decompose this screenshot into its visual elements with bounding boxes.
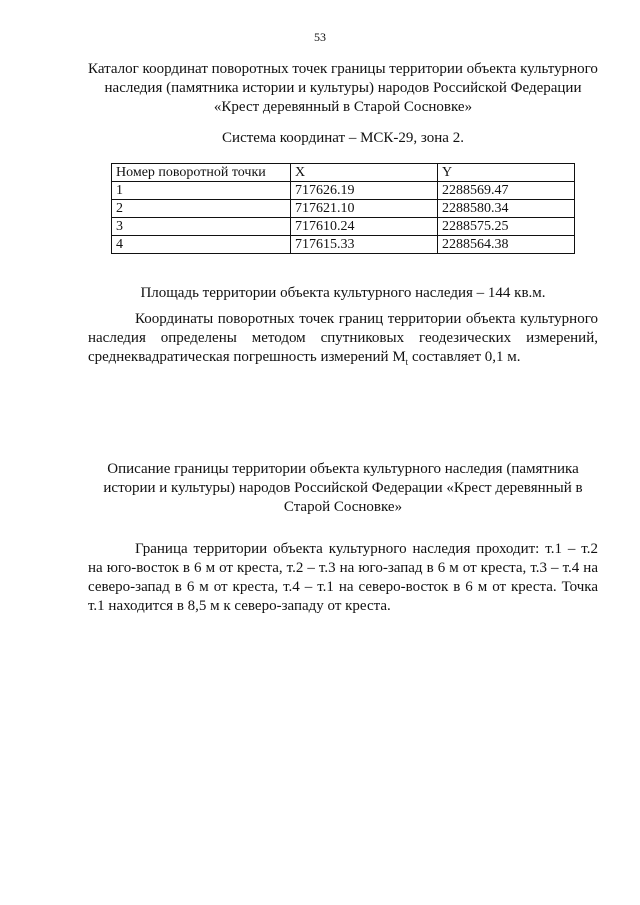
y-cell: 2288575.25 (438, 218, 575, 236)
area-text: Площадь территории объекта культурного наследия – 144 кв.м. (140, 285, 546, 301)
coordinates-table (111, 163, 575, 254)
description-text: Граница территории объекта культурного наследия проходит: т.1 – т.2 на юго-восток в 6 м от креста, т.2 – т.3 на юго-запад в 6 м от креста, т.3 – т.4 на северо-запад в 6 м от креста, т.4 – т.1 на северо-восток в 6 м от креста. Точка т.1 находится в 8,5 м к северо-западу от креста. (88, 541, 598, 614)
x-cell: 717615.33 (291, 236, 438, 254)
point-number-cell: 3 (112, 218, 291, 236)
table-row (112, 236, 575, 254)
x-cell: 717621.10 (291, 200, 438, 218)
table-row (112, 200, 575, 218)
table-row (112, 182, 575, 200)
y-cell: 2288564.38 (438, 236, 575, 254)
method-subscript: t (405, 357, 409, 367)
point-number-cell: 1 (112, 182, 291, 200)
page-number: 53 (314, 30, 326, 44)
y-cell: 2288569.47 (438, 182, 575, 200)
method-text-end: составляет 0,1 м. (408, 349, 521, 365)
header-x: X (291, 164, 438, 182)
method-text: Координаты поворотных точек границ территории объекта культурного наследия определены методом спутниковых геодезических измерений, среднеквадратическая погрешность измерений M (88, 311, 598, 365)
x-cell: 717626.19 (291, 182, 438, 200)
table-header-row (112, 164, 575, 182)
catalog-title: Каталог координат поворотных точек границы территории объекта культурного наследия (памятника истории и культуры) народов Российской Федерации «Крест деревянный в Старой Сосновке» (88, 61, 598, 115)
point-number-cell: 4 (112, 236, 291, 254)
description-title: Описание границы территории объекта культурного наследия (памятника истории и культуры) народов Российской Федерации «Крест деревянный в Старой Сосновке» (103, 461, 583, 515)
header-point-number: Номер поворотной точки (112, 164, 291, 182)
coordinate-system: Система координат – МСК-29, зона 2. (222, 130, 464, 146)
y-cell: 2288580.34 (438, 200, 575, 218)
x-cell: 717610.24 (291, 218, 438, 236)
point-number-cell: 2 (112, 200, 291, 218)
method-paragraph (88, 310, 598, 372)
table-row (112, 218, 575, 236)
header-y: Y (438, 164, 575, 182)
